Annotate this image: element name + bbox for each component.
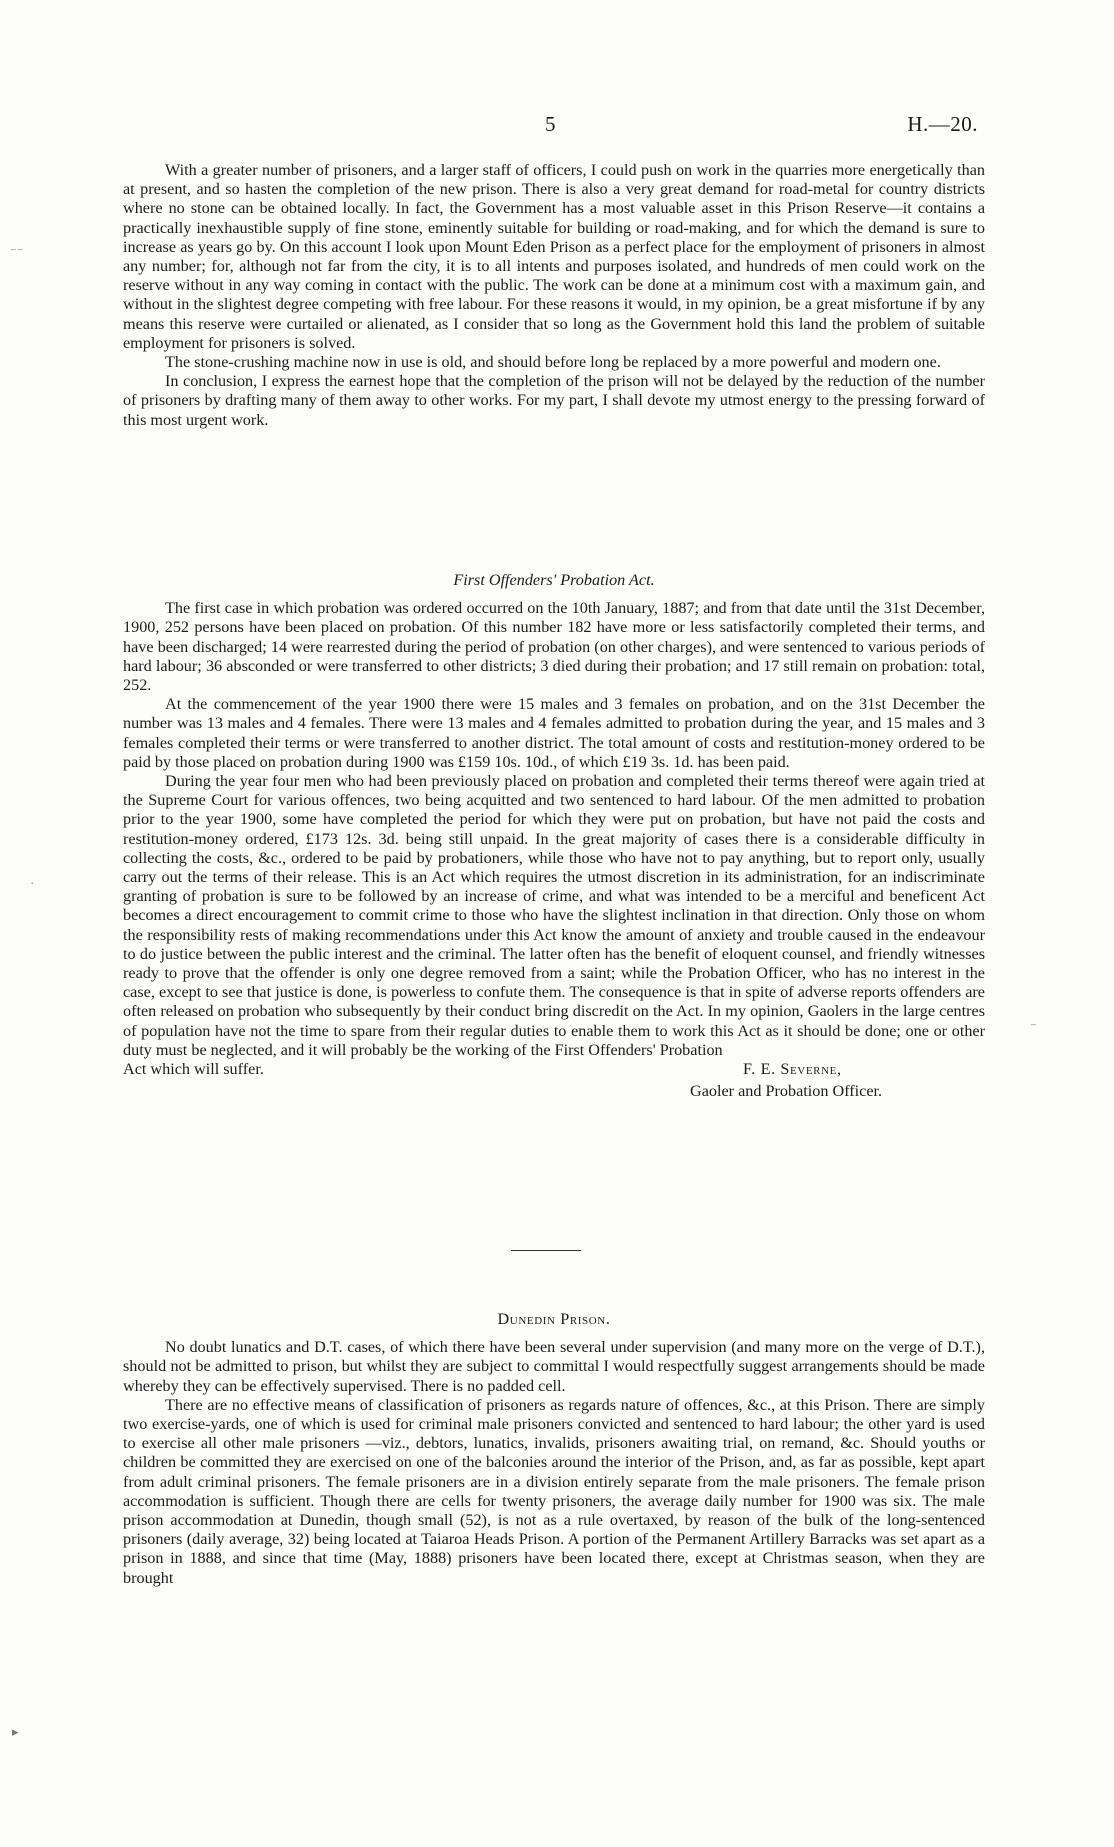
section-heading: First Offenders' Probation Act. bbox=[453, 571, 655, 589]
section-mount-eden bbox=[123, 161, 985, 430]
paragraph: The first case in which probation was ordered occurred on the 10th January, 1887; and from that date until the 31st December, 1900, 252 persons have been placed on probation. Of this number 182 have more or less satisfactorily completed their terms, and have been discharged; 14 were rearrested during the period of probation (on other charges), and were sentenced to various periods of hard labour; 36 absconded or were transferred to other districts; 3 died during their probation; and 17 still remain on probation: total, 252. bbox=[123, 599, 985, 695]
scan-mark: ▸ bbox=[12, 1724, 19, 1739]
signature-title: Gaoler and Probation Officer. bbox=[690, 1082, 883, 1101]
paragraph: There are no effective means of classification of prisoners as regards nature of offences, &c., at this Prison. There are simply two exercise-yards, one of which is used for criminal male prisoners convicted and sentenced to hard labour; the other yard is used to exercise all other male prisoners —viz., debtors, lunatics, invalids, prisoners awaiting trial, on remand, &c. Should youths or children be committed they are exercised on one of the balconies around the interior of the Prison, and, as far as possible, kept apart from adult criminal prisoners. The female prisoners are in a division entirely separate from the male prisoners. The female prison accommodation is sufficient. Though there are cells for twenty prisoners, the average daily number for 1900 was six. The male prison accommodation at Dunedin, though small (52), is not as a rule overtaxed, by reason of the bulk of the long-sentenced prisoners (daily average, 32) being located at Taiaroa Heads Prison. A portion of the Permanent Artillery Barracks was set apart as a prison in 1888, and since that time (May, 1888) prisoners have been located there, except at Christmas season, when they are brought bbox=[123, 1395, 985, 1587]
paragraph: No doubt lunatics and D.T. cases, of which there have been several under supervision (and many more on the verge of D.T.), should not be admitted to prison, but whilst they are subject to committal I would respectfully suggest arrangements should be made whereby they can be effectively supervised. There is no padded cell. bbox=[123, 1338, 985, 1395]
paragraph: At the commencement of the year 1900 there were 15 males and 3 females on probation, and on the 31st December the number was 13 males and 4 females. There were 13 males and 4 females admitted to probation during the year, and 15 males and 3 females completed their terms or were transferred to another district. The total amount of costs and restitution-money ordered to be paid by those placed on probation during 1900 was £159 10s. 10d., of which £19 3s. 1d. has been paid. bbox=[123, 695, 985, 771]
section-divider bbox=[511, 1250, 581, 1251]
paragraph: With a greater number of prisoners, and a larger staff of officers, I could push on work in the quarries more energetically than at present, and so hasten the completion of the new prison. There is also a very great demand for road-metal for country districts where no stone can be obtained locally. In fact, the Government has a most valuable asset in this Prison Reserve—it contains a practically inexhaustible supply of fine stone, eminently suitable for building or road-making, and for which the demand is sure to increase as years go by. On this account I look upon Mount Eden Prison as a perfect place for the employment of prisoners in almost any number; for, although not far from the city, it is to all intents and purposes isolated, and hundreds of men could work on the reserve without in any way coming in contact with the public. The work can be done at a minimum cost with a maximum gain, and without in the slightest degree competing with free labour. For these reasons it would, in my opinion, be a great misfortune if by any means this reserve were curtailed or alienated, as I consider that so long as the Government hold this land the problem of suitable employment for prisoners is solved. bbox=[123, 161, 985, 352]
section-dunedin-prison bbox=[123, 1310, 985, 1588]
document-reference: H.—20. bbox=[907, 112, 978, 136]
page-number: 5 bbox=[545, 112, 556, 136]
section-heading: Dunedin Prison. bbox=[497, 1310, 611, 1328]
page-header bbox=[0, 112, 1114, 142]
paragraph: During the year four men who had been previously placed on probation and completed their terms thereof were again tried at the Supreme Court for various offences, two being acquitted and two sentenced to hard labour. Of the men admitted to probation prior to the year 1900, some have completed the period for which they were put on probation, but have not paid the costs and restitution-money ordered, £173 12s. 3d. being still unpaid. In the great majority of cases there is a considerable difficulty in collecting the costs, &c., ordered to be paid by probationers, while those who have not to pay anything, but to report only, usually carry out the terms of their release. This is an Act which requires the utmost discretion in its administration, for an indiscriminate granting of probation is sure to be followed by an increase of crime, and what was intended to be a merciful and beneficent Act becomes a direct encouragement to commit crime to those who have the slightest inclination in that direction. Only those on whom the responsibility rests of making recommendations under this Act know the amount of anxiety and trouble caused in the endeavour to do justice between the public interest and the criminal. The latter often has the benefit of eloquent counsel, and friendly witnesses ready to prove that the offender is only one degree removed from a saint; while the Probation Officer, who has no interest in the case, except to see that justice is done, is powerless to confute them. The consequence is that in spite of adverse reports offenders are often released on probation who subsequently by their conduct bring discredit on the Act. In my opinion, Gaolers in the large centres of population have not the time to spare from their regular duties to enable them to work this Act as it should be done; one or other duty must be neglected, and it will probably be the working of the First Offenders' Probation bbox=[123, 772, 985, 1059]
paragraph: In conclusion, I express the earnest hope that the completion of the prison will not be delayed by the reduction of the number of prisoners by drafting many of them away to other works. For my part, I shall devote my utmost energy to the pressing forward of this most urgent work. bbox=[123, 372, 985, 429]
scan-mark: ⁻ bbox=[1030, 1019, 1037, 1034]
scan-mark: ⁻⁻ bbox=[10, 244, 24, 259]
paragraph-last-line: Act which will suffer. bbox=[123, 1060, 264, 1079]
signature-name: F. E. Severne, bbox=[743, 1060, 842, 1079]
scan-mark: ˙ bbox=[30, 879, 35, 894]
paragraph: The stone-crushing machine now in use is old, and should before long be replaced by a more powerful and modern one. bbox=[165, 353, 941, 372]
section-probation-act bbox=[123, 571, 985, 1108]
signature-block bbox=[123, 1060, 985, 1108]
